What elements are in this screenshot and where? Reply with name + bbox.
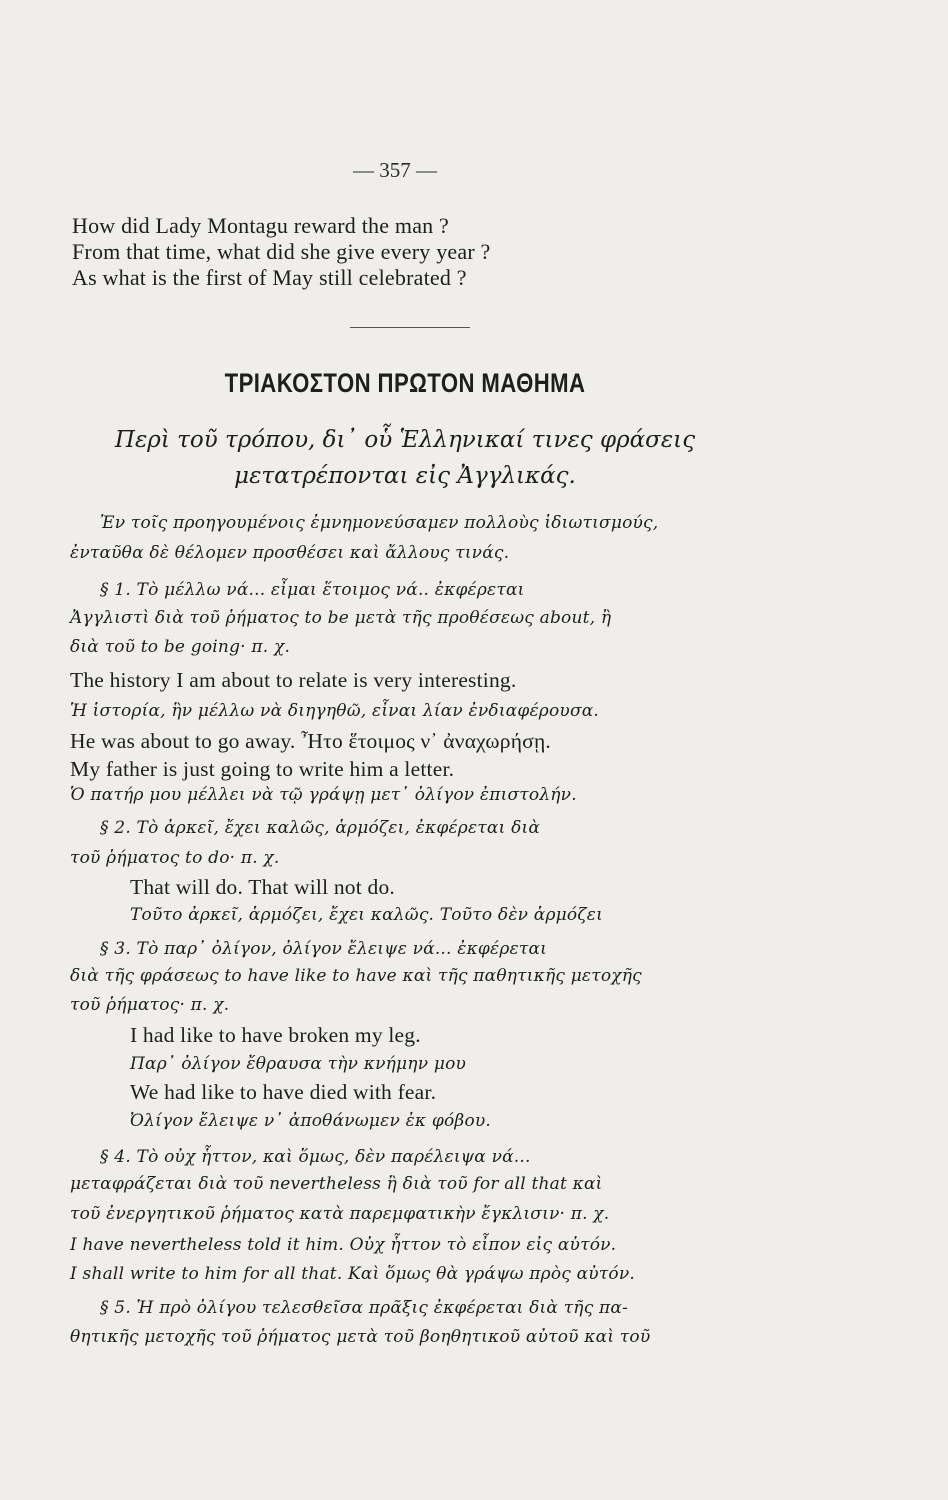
- body-line: Ἀγγλιστὶ διὰ τοῦ ῥήματος to be μετὰ τῆς προθέσεως about, ἢ: [70, 608, 612, 628]
- example-english: That will do. That will not do.: [130, 875, 395, 899]
- example-english: We had like to have died with fear.: [130, 1080, 437, 1104]
- question-line: As what is the first of May still celebrated ?: [72, 265, 467, 290]
- example-english: My father is just going to write him a letter.: [70, 757, 455, 781]
- example-greek: Τοῦτο ἀρκεῖ, ἁρμόζει, ἔχει καλῶς. Τοῦτο δὲν ἁρμόζει: [130, 905, 603, 925]
- question-line: From that time, what did she give every year ?: [72, 239, 491, 264]
- body-line: θητικῆς μετοχῆς τοῦ ῥήματος μετὰ τοῦ βοηθητικοῦ αὐτοῦ καὶ τοῦ: [70, 1327, 651, 1347]
- section-3-heading: § 3. Τὸ παρ᾽ ὀλίγον, ὀλίγον ἔλειψε νά... ἐκφέρεται: [100, 939, 548, 959]
- lesson-subtitle-line: Περὶ τοῦ τρόπου, δι᾽ οὗ Ἑλληνικαί τινες φράσεις: [114, 427, 696, 453]
- page-number: — 357 —: [353, 158, 437, 182]
- example-english: I had like to have broken my leg.: [130, 1023, 421, 1047]
- section-4-heading: § 4. Τὸ οὐχ ἧττον, καὶ ὅμως, δὲν παρέλειψα νά...: [100, 1147, 531, 1167]
- body-line: μεταφράζεται διὰ τοῦ nevertheless ἢ διὰ τοῦ for all that καὶ: [70, 1174, 603, 1194]
- question-line: How did Lady Montagu reward the man ?: [72, 213, 450, 238]
- example-line: I have nevertheless told it him. Οὐχ ἧττον τὸ εἶπον εἰς αὐτόν.: [70, 1235, 617, 1255]
- body-line: διὰ τῆς φράσεως to have like to have καὶ τῆς παθητικῆς μετοχῆς: [70, 966, 642, 986]
- section-2-heading: § 2. Τὸ ἀρκεῖ, ἔχει καλῶς, ἁρμόζει, ἐκφέρεται διὰ: [100, 818, 541, 838]
- lesson-subtitle-line: μετατρέπονται εἰς Ἀγγλικάς.: [234, 463, 576, 489]
- section-5-heading: § 5. Ἡ πρὸ ὀλίγου τελεσθεῖσα πρᾶξις ἐκφέρεται διὰ τῆς πα-: [100, 1298, 629, 1318]
- section-divider: [350, 327, 470, 328]
- example-greek: Ὁ πατήρ μου μέλλει νὰ τῷ γράψῃ μετ᾽ ὀλίγον ἐπιστολήν.: [70, 785, 577, 805]
- section-1-heading: § 1. Τὸ μέλλω νά... εἶμαι ἕτοιμος νά.. ἐκφέρεται: [100, 580, 525, 600]
- example-greek: Ἡ ἱστορία, ἣν μέλλω νὰ διηγηθῶ, εἶναι λίαν ἐνδιαφέρουσα.: [70, 701, 600, 721]
- example-line: I shall write to him for all that. Καὶ ὅμως θὰ γράψω πρὸς αὐτόν.: [70, 1264, 636, 1284]
- body-line: ἐνταῦθα δὲ θέλομεν προσθέσει καὶ ἄλλους τινάς.: [70, 543, 510, 563]
- example-english: He was about to go away. Ἦτο ἕτοιμος ν᾽ ἀναχωρήσῃ.: [70, 729, 551, 753]
- body-line: Ἐν τοῖς προηγουμένοις ἐμνημονεύσαμεν πολλοὺς ἰδιωτισμούς,: [100, 513, 659, 533]
- example-english: The history I am about to relate is very interesting.: [70, 668, 517, 692]
- body-line: τοῦ ῥήματος to do· π. χ.: [70, 848, 280, 868]
- example-greek: Παρ᾽ ὀλίγον ἔθραυσα τὴν κνήμην μου: [130, 1054, 467, 1074]
- example-greek: Ὀλίγον ἔλειψε ν᾽ ἀποθάνωμεν ἐκ φόβου.: [130, 1111, 492, 1131]
- body-line: διὰ τοῦ to be going· π. χ.: [70, 637, 291, 657]
- body-line: τοῦ ῥήματος· π. χ.: [70, 995, 230, 1015]
- lesson-title: ΤΡΙΑΚΟΣΤΟΝ ΠΡΩΤΟΝ ΜΑΘΗΜΑ: [224, 368, 586, 398]
- body-line: τοῦ ἐνεργητικοῦ ῥήματος κατὰ παρεμφατικὴν ἔγκλισιν· π. χ.: [70, 1204, 610, 1224]
